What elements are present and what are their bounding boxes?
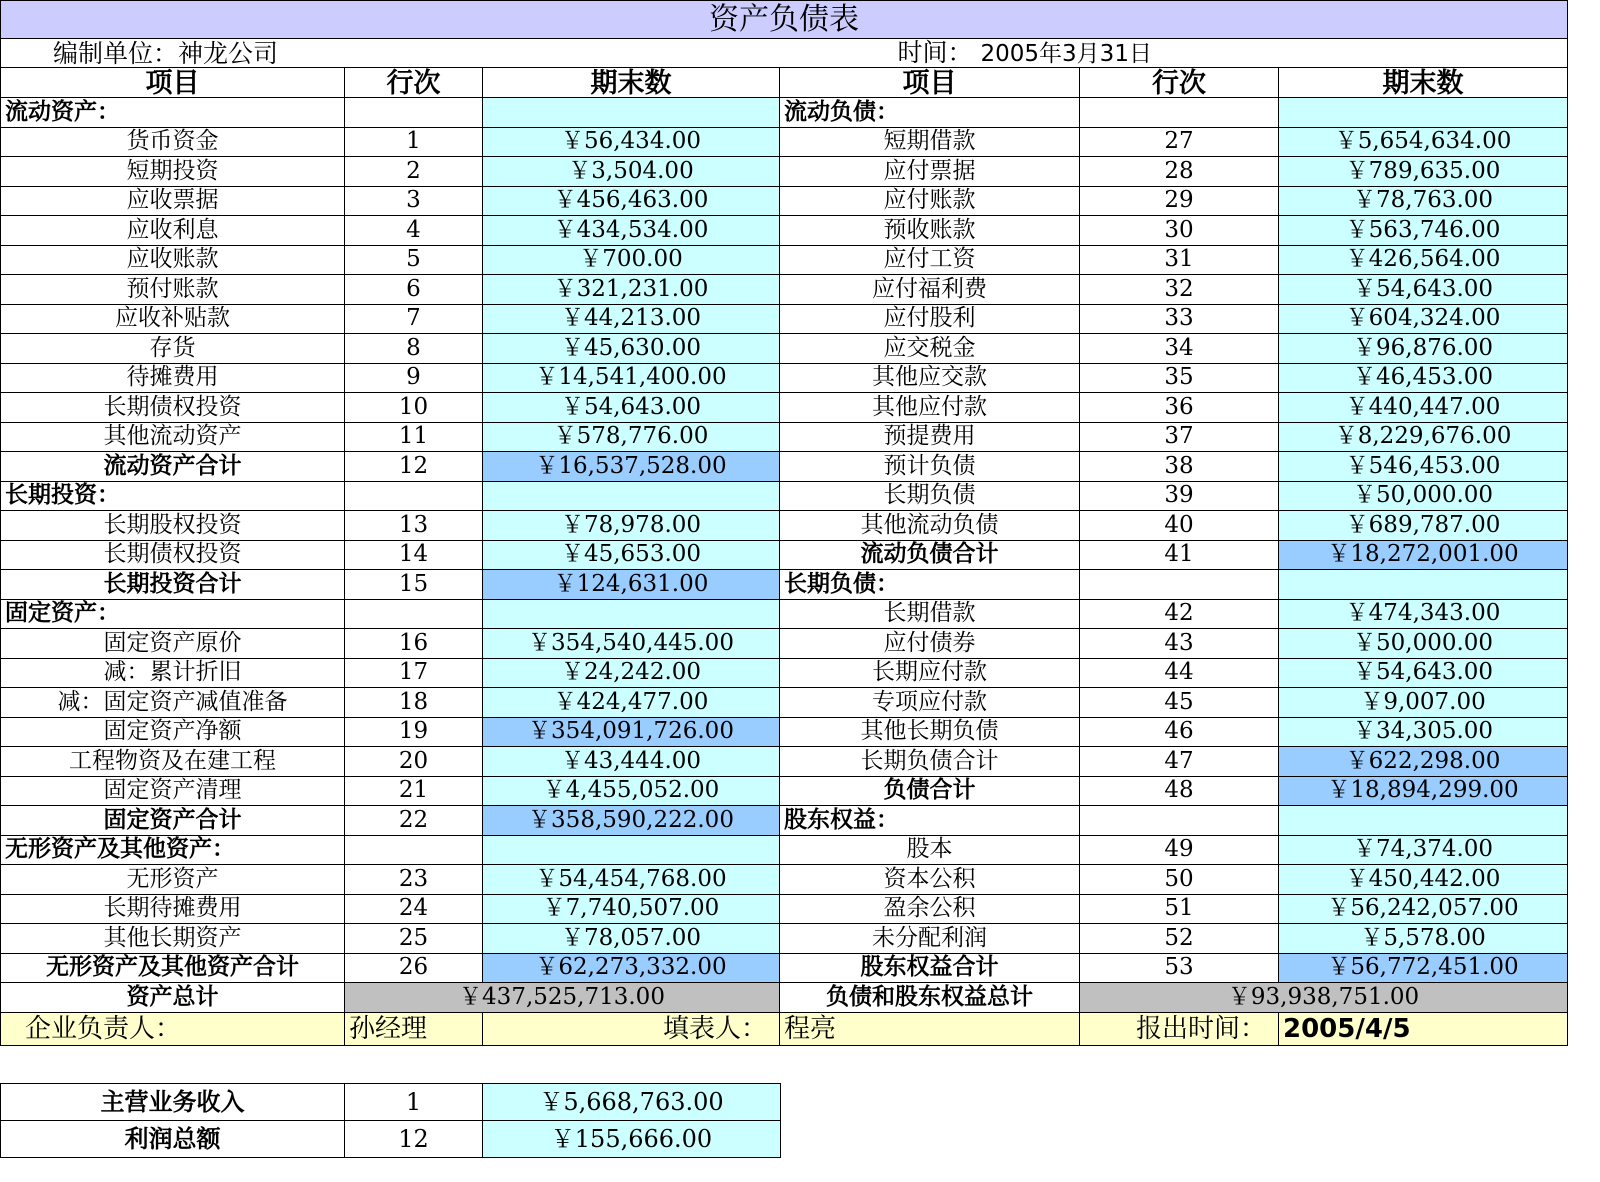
- asset-line-no: 26: [345, 953, 483, 983]
- liability-value-cell[interactable]: ￥440,447.00: [1279, 393, 1568, 423]
- liability-item: 应付账款: [780, 186, 1080, 216]
- section-label: 流动资产：: [1, 98, 345, 128]
- table-row: [1, 717, 1568, 747]
- liability-line-no: [1080, 570, 1279, 600]
- asset-value-cell[interactable]: ￥43,444.00: [483, 747, 780, 777]
- liability-line-no: 43: [1080, 629, 1279, 659]
- asset-item: 其他长期资产: [1, 924, 345, 954]
- liability-line-no: 45: [1080, 688, 1279, 718]
- asset-item: 预付账款: [1, 275, 345, 305]
- table-row: [1, 363, 1568, 393]
- asset-line-no: 16: [345, 629, 483, 659]
- table-row: [1, 245, 1568, 275]
- liability-item: 盈余公积: [780, 894, 1080, 924]
- section-label: 固定资产：: [1, 599, 345, 629]
- liability-item: 长期负债: [780, 481, 1080, 511]
- asset-item: 固定资产净额: [1, 717, 345, 747]
- liability-line-no: 39: [1080, 481, 1279, 511]
- liability-value-cell[interactable]: ￥689,787.00: [1279, 511, 1568, 541]
- asset-value-cell[interactable]: [483, 98, 780, 128]
- asset-item: 应收账款: [1, 245, 345, 275]
- col-header: 行次: [345, 68, 483, 98]
- asset-line-no: [345, 599, 483, 629]
- liability-value-cell[interactable]: ￥54,643.00: [1279, 275, 1568, 305]
- liability-item: 其他应交款: [780, 363, 1080, 393]
- summary-value[interactable]: ￥5,668,763.00: [483, 1084, 781, 1121]
- asset-line-no: 19: [345, 717, 483, 747]
- liability-line-no: 44: [1080, 658, 1279, 688]
- liability-value-cell[interactable]: [1279, 570, 1568, 600]
- col-header: 期末数: [1279, 68, 1568, 98]
- asset-value-cell[interactable]: ￥354,091,726.00: [483, 717, 780, 747]
- asset-value-cell[interactable]: ￥44,213.00: [483, 304, 780, 334]
- asset-value-cell[interactable]: ￥56,434.00: [483, 127, 780, 157]
- asset-item: 待摊费用: [1, 363, 345, 393]
- summary-item: 利润总额: [1, 1121, 345, 1158]
- liability-line-no: 27: [1080, 127, 1279, 157]
- table-row: [1, 688, 1568, 718]
- asset-value-cell[interactable]: ￥54,643.00: [483, 393, 780, 423]
- total-assets-value[interactable]: ￥437,525,713.00: [345, 983, 780, 1013]
- liability-item: 应付福利费: [780, 275, 1080, 305]
- table-row: [1, 747, 1568, 777]
- asset-value-cell[interactable]: ￥700.00: [483, 245, 780, 275]
- company-unit: 编制单位：神龙公司: [1, 39, 780, 68]
- asset-item: 短期投资: [1, 157, 345, 187]
- liability-item: 长期借款: [780, 599, 1080, 629]
- report-time: [780, 39, 1568, 68]
- asset-value-cell[interactable]: ￥24,242.00: [483, 658, 780, 688]
- liability-line-no: 37: [1080, 422, 1279, 452]
- table-row: [1, 393, 1568, 423]
- asset-value-cell[interactable]: ￥358,590,222.00: [483, 806, 780, 836]
- asset-value-cell[interactable]: ￥354,540,445.00: [483, 629, 780, 659]
- liability-item: 预收账款: [780, 216, 1080, 246]
- liability-value-cell[interactable]: ￥5,654,634.00: [1279, 127, 1568, 157]
- liability-value-cell[interactable]: ￥78,763.00: [1279, 186, 1568, 216]
- table-row: [1, 540, 1568, 570]
- liability-item: 应付债券: [780, 629, 1080, 659]
- liability-line-no: 29: [1080, 186, 1279, 216]
- section-label: 流动负债：: [780, 98, 1080, 128]
- liability-value-cell[interactable]: ￥54,643.00: [1279, 658, 1568, 688]
- total-assets-label: 资产总计: [1, 983, 345, 1013]
- asset-line-no: 10: [345, 393, 483, 423]
- col-header: 项目: [780, 68, 1080, 98]
- table-row: [1, 452, 1568, 482]
- time-label: 时间：: [897, 38, 973, 67]
- liability-line-no: 47: [1080, 747, 1279, 777]
- section-label: 长期负债：: [780, 570, 1080, 600]
- summary-line-no: 12: [345, 1121, 483, 1158]
- liability-line-no: 52: [1080, 924, 1279, 954]
- asset-line-no: 7: [345, 304, 483, 334]
- table-row: [1, 511, 1568, 541]
- col-header: 项目: [1, 68, 345, 98]
- asset-item: 应收补贴款: [1, 304, 345, 334]
- liability-value-cell[interactable]: ￥18,894,299.00: [1279, 776, 1568, 806]
- liability-value-cell[interactable]: ￥450,442.00: [1279, 865, 1568, 895]
- liability-line-no: 49: [1080, 835, 1279, 865]
- liability-line-no: 38: [1080, 452, 1279, 482]
- asset-value-cell[interactable]: ￥45,653.00: [483, 540, 780, 570]
- asset-value-cell[interactable]: ￥124,631.00: [483, 570, 780, 600]
- asset-item: 长期待摊费用: [1, 894, 345, 924]
- asset-line-no: [345, 835, 483, 865]
- liability-item: 其他流动负债: [780, 511, 1080, 541]
- table-row: [1, 127, 1568, 157]
- liability-item: 资本公积: [780, 865, 1080, 895]
- liability-value-cell[interactable]: ￥563,746.00: [1279, 216, 1568, 246]
- asset-line-no: 24: [345, 894, 483, 924]
- liability-value-cell[interactable]: ￥56,242,057.00: [1279, 894, 1568, 924]
- liability-item: 流动负债合计: [780, 540, 1080, 570]
- liability-item: 长期负债合计: [780, 747, 1080, 777]
- section-label: 股东权益：: [780, 806, 1080, 836]
- asset-line-no: 12: [345, 452, 483, 482]
- asset-item: 固定资产合计: [1, 806, 345, 836]
- asset-line-no: 5: [345, 245, 483, 275]
- asset-item: 无形资产及其他资产合计: [1, 953, 345, 983]
- liability-value-cell[interactable]: ￥96,876.00: [1279, 334, 1568, 364]
- asset-line-no: 25: [345, 924, 483, 954]
- section-label: 无形资产及其他资产：: [1, 835, 345, 865]
- liability-line-no: 34: [1080, 334, 1279, 364]
- table-row: [1, 894, 1568, 924]
- income-summary: [0, 1083, 780, 1158]
- liability-item: 专项应付款: [780, 688, 1080, 718]
- liability-line-no: 35: [1080, 363, 1279, 393]
- table-row: [1, 953, 1568, 983]
- asset-value-cell[interactable]: ￥4,455,052.00: [483, 776, 780, 806]
- liability-item: 长期应付款: [780, 658, 1080, 688]
- liability-value-cell[interactable]: ￥46,453.00: [1279, 363, 1568, 393]
- summary-item: 主营业务收入: [1, 1084, 345, 1121]
- liability-line-no: 48: [1080, 776, 1279, 806]
- table-row: [1, 658, 1568, 688]
- liability-line-no: 32: [1080, 275, 1279, 305]
- table-row: [1, 924, 1568, 954]
- table-row: [1, 186, 1568, 216]
- liability-value-cell[interactable]: ￥50,000.00: [1279, 481, 1568, 511]
- liability-value-cell[interactable]: ￥74,374.00: [1279, 835, 1568, 865]
- asset-item: 应收利息: [1, 216, 345, 246]
- summary-row: [1, 1084, 781, 1121]
- asset-item: 固定资产清理: [1, 776, 345, 806]
- asset-line-no: 3: [345, 186, 483, 216]
- asset-value-cell[interactable]: ￥62,273,332.00: [483, 953, 780, 983]
- filler-label: 填表人：: [483, 1012, 780, 1045]
- liability-item: 其他应付款: [780, 393, 1080, 423]
- summary-value[interactable]: ￥155,666.00: [483, 1121, 781, 1158]
- liability-line-no: 33: [1080, 304, 1279, 334]
- table-row: [1, 216, 1568, 246]
- liability-value-cell[interactable]: ￥604,324.00: [1279, 304, 1568, 334]
- asset-value-cell[interactable]: [483, 481, 780, 511]
- table-row: [1, 865, 1568, 895]
- signature-row: [1, 1012, 1568, 1045]
- asset-value-cell[interactable]: ￥78,057.00: [483, 924, 780, 954]
- asset-line-no: 20: [345, 747, 483, 777]
- liability-line-no: [1080, 806, 1279, 836]
- liability-value-cell[interactable]: ￥50,000.00: [1279, 629, 1568, 659]
- total-liab-equity-value[interactable]: ￥93,938,751.00: [1080, 983, 1568, 1013]
- liability-item: 预提费用: [780, 422, 1080, 452]
- table-row: [1, 275, 1568, 305]
- table-row: [1, 835, 1568, 865]
- report-date-value[interactable]: 2005/4/5: [1279, 1012, 1568, 1045]
- liability-line-no: 31: [1080, 245, 1279, 275]
- col-header: 行次: [1080, 68, 1279, 98]
- asset-value-cell[interactable]: ￥54,454,768.00: [483, 865, 780, 895]
- liability-item: 应付票据: [780, 157, 1080, 187]
- income-table: [0, 1083, 781, 1158]
- asset-item: 长期股权投资: [1, 511, 345, 541]
- liability-item: 股本: [780, 835, 1080, 865]
- liability-line-no: 41: [1080, 540, 1279, 570]
- liability-item: 应付股利: [780, 304, 1080, 334]
- liability-line-no: 42: [1080, 599, 1279, 629]
- asset-line-no: 1: [345, 127, 483, 157]
- asset-value-cell[interactable]: ￥3,504.00: [483, 157, 780, 187]
- asset-line-no: 8: [345, 334, 483, 364]
- asset-line-no: 11: [345, 422, 483, 452]
- liability-value-cell[interactable]: ￥18,272,001.00: [1279, 540, 1568, 570]
- asset-line-no: 9: [345, 363, 483, 393]
- asset-value-cell[interactable]: ￥321,231.00: [483, 275, 780, 305]
- asset-line-no: 6: [345, 275, 483, 305]
- liability-value-cell[interactable]: ￥789,635.00: [1279, 157, 1568, 187]
- table-row: [1, 570, 1568, 600]
- asset-item: 长期债权投资: [1, 540, 345, 570]
- table-row: [1, 599, 1568, 629]
- liability-value-cell[interactable]: ￥622,298.00: [1279, 747, 1568, 777]
- responsible-name[interactable]: 孙经理: [345, 1012, 483, 1045]
- liability-item: 负债合计: [780, 776, 1080, 806]
- asset-line-no: 2: [345, 157, 483, 187]
- totals-row: [1, 983, 1568, 1013]
- report-date-label: 报出时间：: [1080, 1012, 1279, 1045]
- asset-value-cell[interactable]: [483, 835, 780, 865]
- total-liab-equity-label: 负债和股东权益总计: [780, 983, 1080, 1013]
- liability-line-no: 36: [1080, 393, 1279, 423]
- liability-item: 应交税金: [780, 334, 1080, 364]
- liability-line-no: 53: [1080, 953, 1279, 983]
- sheet-title: 资产负债表: [1, 1, 1568, 39]
- filler-name[interactable]: 程亮: [780, 1012, 1080, 1045]
- asset-value-cell[interactable]: ￥14,541,400.00: [483, 363, 780, 393]
- asset-value-cell[interactable]: ￥424,477.00: [483, 688, 780, 718]
- asset-line-no: 17: [345, 658, 483, 688]
- asset-item: 存货: [1, 334, 345, 364]
- asset-value-cell[interactable]: ￥456,463.00: [483, 186, 780, 216]
- summary-line-no: 1: [345, 1084, 483, 1121]
- liability-value-cell[interactable]: ￥34,305.00: [1279, 717, 1568, 747]
- summary-row: [1, 1121, 781, 1158]
- liability-value-cell[interactable]: ￥5,578.00: [1279, 924, 1568, 954]
- liability-item: 应付工资: [780, 245, 1080, 275]
- liability-item: 未分配利润: [780, 924, 1080, 954]
- liability-value-cell[interactable]: [1279, 806, 1568, 836]
- asset-item: 无形资产: [1, 865, 345, 895]
- table-row: [1, 157, 1568, 187]
- asset-line-no: [345, 481, 483, 511]
- liability-line-no: 40: [1080, 511, 1279, 541]
- asset-item: 长期债权投资: [1, 393, 345, 423]
- asset-line-no: 22: [345, 806, 483, 836]
- table-row: [1, 806, 1568, 836]
- liability-item: 股东权益合计: [780, 953, 1080, 983]
- asset-item: 流动资产合计: [1, 452, 345, 482]
- asset-value-cell[interactable]: [483, 599, 780, 629]
- asset-line-no: 21: [345, 776, 483, 806]
- asset-item: 减：固定资产减值准备: [1, 688, 345, 718]
- table-row: [1, 422, 1568, 452]
- asset-value-cell[interactable]: ￥16,537,528.00: [483, 452, 780, 482]
- liability-line-no: [1080, 98, 1279, 128]
- table-row: [1, 629, 1568, 659]
- asset-item: 其他流动资产: [1, 422, 345, 452]
- liability-item: 预计负债: [780, 452, 1080, 482]
- header-row: [1, 68, 1568, 98]
- table-row: [1, 481, 1568, 511]
- table-row: [1, 98, 1568, 128]
- asset-item: 应收票据: [1, 186, 345, 216]
- liability-value-cell[interactable]: ￥474,343.00: [1279, 599, 1568, 629]
- asset-line-no: 4: [345, 216, 483, 246]
- asset-item: 货币资金: [1, 127, 345, 157]
- asset-item: 长期投资合计: [1, 570, 345, 600]
- asset-value-cell[interactable]: ￥78,978.00: [483, 511, 780, 541]
- liability-value-cell[interactable]: ￥56,772,451.00: [1279, 953, 1568, 983]
- asset-line-no: 23: [345, 865, 483, 895]
- liability-item: 其他长期负债: [780, 717, 1080, 747]
- liability-line-no: 50: [1080, 865, 1279, 895]
- liability-value-cell[interactable]: [1279, 98, 1568, 128]
- asset-item: 工程物资及在建工程: [1, 747, 345, 777]
- liability-value-cell[interactable]: ￥546,453.00: [1279, 452, 1568, 482]
- responsible-label: 企业负责人：: [1, 1012, 345, 1045]
- asset-value-cell[interactable]: ￥7,740,507.00: [483, 894, 780, 924]
- asset-line-no: 15: [345, 570, 483, 600]
- asset-line-no: 18: [345, 688, 483, 718]
- asset-item: 减：累计折旧: [1, 658, 345, 688]
- liability-line-no: 51: [1080, 894, 1279, 924]
- section-label: 长期投资：: [1, 481, 345, 511]
- asset-line-no: 13: [345, 511, 483, 541]
- liability-value-cell[interactable]: ￥8,229,676.00: [1279, 422, 1568, 452]
- asset-line-no: [345, 98, 483, 128]
- asset-value-cell[interactable]: ￥45,630.00: [483, 334, 780, 364]
- liability-line-no: 30: [1080, 216, 1279, 246]
- liability-line-no: 28: [1080, 157, 1279, 187]
- asset-item: 固定资产原价: [1, 629, 345, 659]
- asset-value-cell[interactable]: ￥434,534.00: [483, 216, 780, 246]
- table-row: [1, 776, 1568, 806]
- time-value: 2005年3月31日: [980, 41, 1152, 67]
- asset-value-cell[interactable]: ￥578,776.00: [483, 422, 780, 452]
- asset-line-no: 14: [345, 540, 483, 570]
- liability-value-cell[interactable]: ￥9,007.00: [1279, 688, 1568, 718]
- table-row: [1, 334, 1568, 364]
- liability-line-no: 46: [1080, 717, 1279, 747]
- table-row: [1, 304, 1568, 334]
- col-header: 期末数: [483, 68, 780, 98]
- liability-value-cell[interactable]: ￥426,564.00: [1279, 245, 1568, 275]
- liability-item: 短期借款: [780, 127, 1080, 157]
